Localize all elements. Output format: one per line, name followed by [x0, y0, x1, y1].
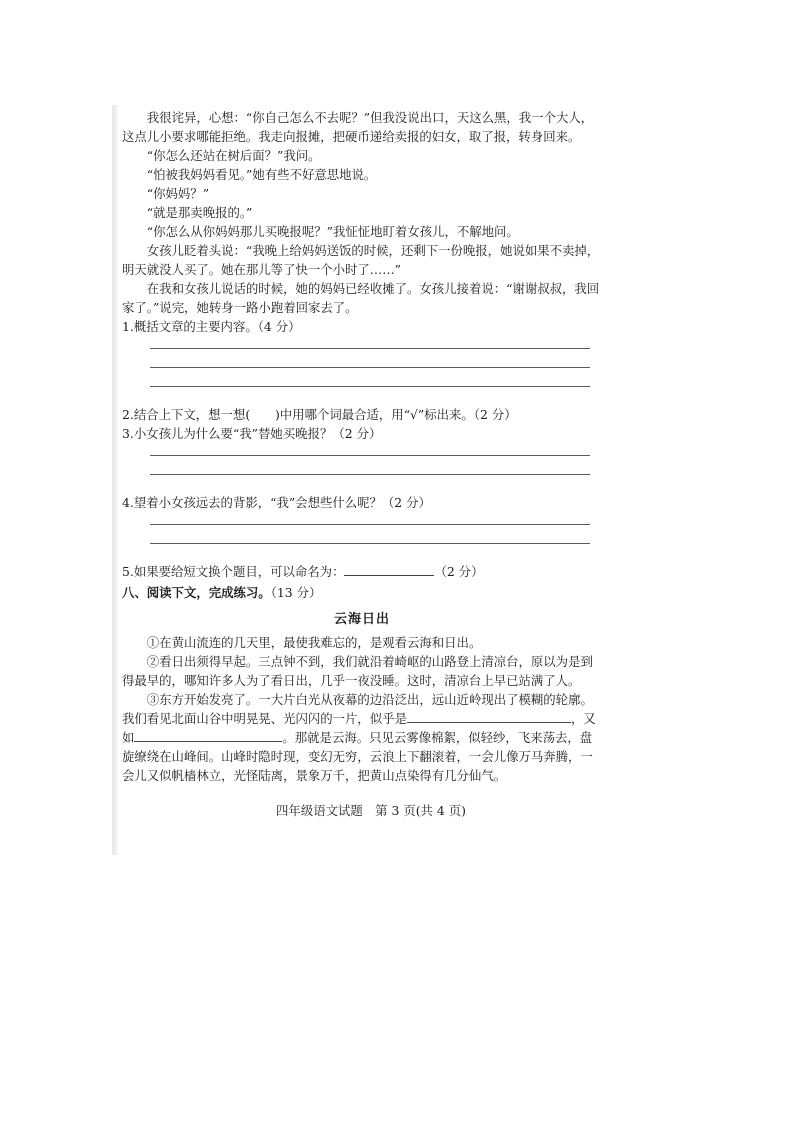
- passage-paragraph: 在我和女孩儿说话的时候，她的妈妈已经收摊了。女孩儿接着说：“谢谢叔叔，我回家了。”说完，她转身一路小跑着回家去了。: [122, 281, 600, 315]
- passage-paragraph: “你怎么从你妈妈那儿买晚报呢？”我怔怔地盯着女孩儿，不解地问。: [146, 224, 519, 239]
- answer-line[interactable]: [150, 543, 590, 544]
- question-1: 1.概括文章的主要内容。（4 分）: [122, 319, 301, 334]
- section-8-title: 八、阅读下文，完成练习。: [122, 585, 271, 600]
- passage-paragraph: “你怎么还站在树后面？”我问。: [146, 148, 321, 163]
- passage-text: ，又如: [122, 711, 596, 745]
- passage-paragraph: ①在黄山流连的几天里，最使我难忘的，是观看云海和日出。: [146, 635, 482, 650]
- question-2: 2.结合上下文，想一想( )中用哪个词最合适，用“√”标出来。（2 分）: [122, 407, 517, 422]
- passage-text: ③东方开始发亮了。一大片白光从夜幕的边沿泛出，远山近岭现出了模糊的轮廓。我们看见北面山谷中明晃晃、光闪闪的一片，似乎是: [122, 692, 593, 726]
- section-8-points: （13 分）: [270, 585, 322, 600]
- question-4: 4.望着小女孩远去的背影，“我”会想些什么呢？（2 分）: [122, 495, 431, 510]
- answer-line[interactable]: [150, 474, 590, 475]
- question-3: 3.小女孩儿为什么要“我”替她买晚报？（2 分）: [122, 426, 382, 441]
- passage-title: 云海日出: [333, 612, 390, 627]
- fill-blank-2[interactable]: [134, 729, 282, 742]
- passage-paragraph: “怕被我妈妈看见。”她有些不好意思地说。: [146, 167, 377, 182]
- passage-paragraph: “就是那卖晚报的。”: [146, 205, 253, 220]
- answer-lines-q3[interactable]: [150, 455, 602, 475]
- passage-paragraph: 我很诧异，心想：“你自己怎么不去呢？”但我没说出口，天这么黑，我一个大人，这点儿小要求哪能拒绝。我走向报摊，把硬币递给卖报的妇女，取了报，转身回来。: [122, 110, 594, 144]
- answer-line[interactable]: [150, 367, 590, 368]
- section-8-heading: [122, 583, 602, 602]
- passage-paragraph: [122, 690, 602, 785]
- page-footer: 四年级语文试题 第 3 页(共 4 页): [276, 803, 466, 818]
- fill-blank-1[interactable]: [407, 710, 493, 723]
- answer-line[interactable]: [150, 524, 590, 525]
- answer-line[interactable]: [150, 348, 590, 349]
- title-answer-blank[interactable]: [344, 563, 434, 576]
- question-5-text: 5.如果要给短文换个题目，可以命名为：: [122, 564, 345, 579]
- question-5-points: （2 分）: [434, 564, 484, 579]
- exam-page: [122, 108, 602, 820]
- answer-line[interactable]: [150, 455, 590, 456]
- passage-paragraph: 女孩儿眨着头说：“我晚上给妈妈送饭的时候，还剩下一份晚报，她说如果不卖掉，明天就没人买了。她在那儿等了快一个小时了……”: [122, 243, 600, 277]
- answer-lines-q4[interactable]: [150, 524, 602, 544]
- passage-text: 。那就是云海。只见云雾像棉絮，似轻纱，飞来荡去，盘旋缭绕在山峰间。山峰时隐时现，变幻无穷，云浪上下翻滚着，一会儿像万马奔腾，一会儿又似帆樯林立，光怪陆离，景象万千，把黄山点染得有几分仙气。: [122, 730, 593, 783]
- question-5: [122, 562, 602, 581]
- passage-paragraph: ②看日出须得早起。三点钟不到，我们就沿着崎岖的山路登上清凉台，原以为是到得最早的，哪知许多人为了看日出，几乎一夜没睡。这时，清凉台上早已站满了人。: [122, 654, 593, 688]
- fill-blank-1-cont[interactable]: [493, 710, 571, 723]
- passage-paragraph: “你妈妈？”: [146, 186, 210, 201]
- answer-line[interactable]: [150, 386, 590, 387]
- paper-edge-shadow: [112, 105, 118, 855]
- answer-lines-q1[interactable]: [150, 348, 602, 387]
